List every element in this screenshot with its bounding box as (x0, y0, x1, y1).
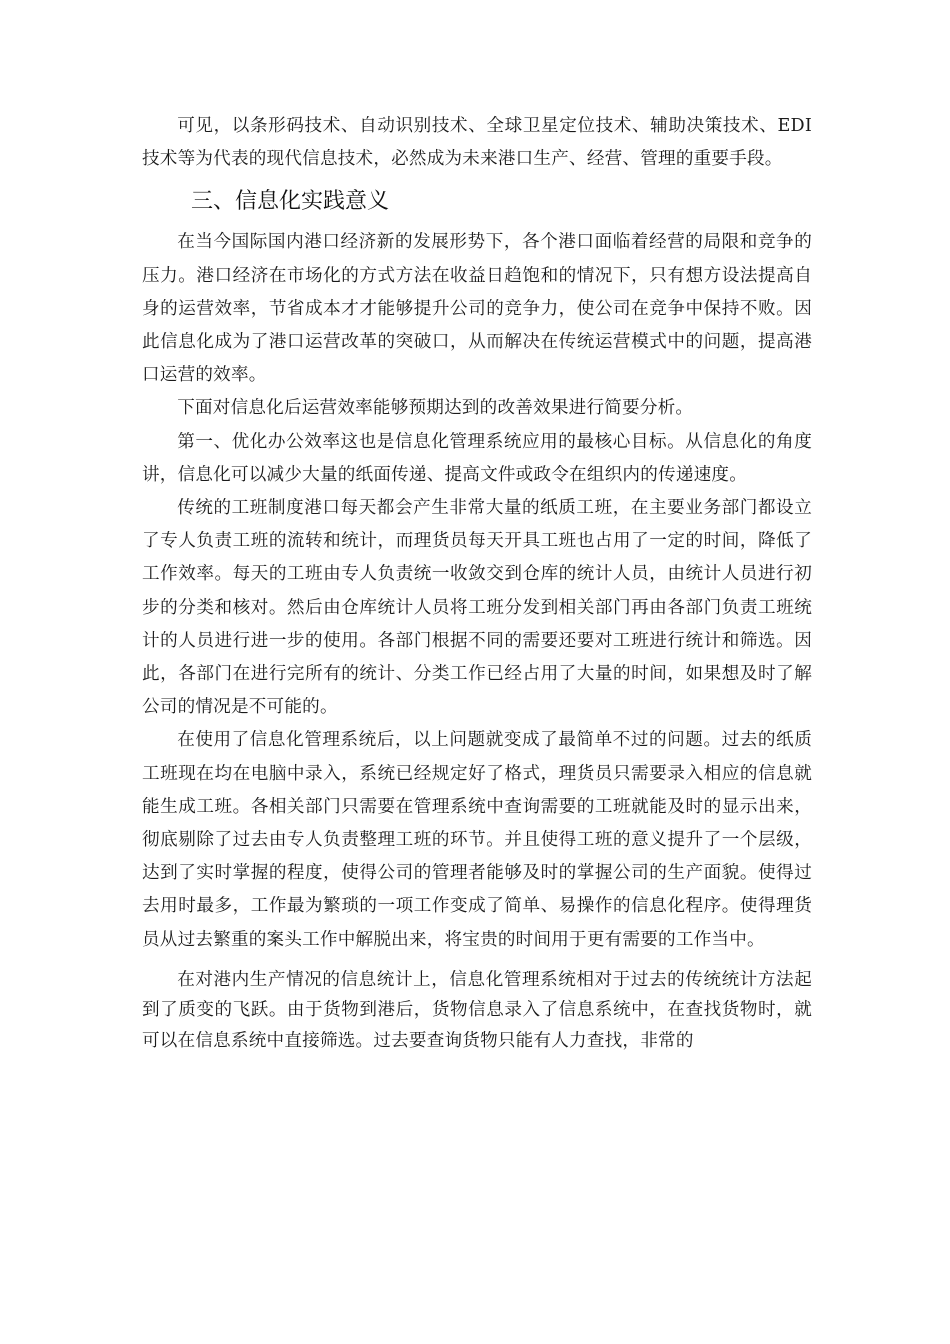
document-body (142, 110, 812, 1057)
paragraph-context: 在当今国际国内港口经济新的发展形势下，各个港口面临着经营的局限和竞争的压力。港口经济在市场化的方式方法在收益日趋饱和的情况下，只有想方设法提高自身的运营效率，节省成本才才能够提升公司的竞争力，使公司在竞争中保持不败。因此信息化成为了港口运营改革的突破口，从而解决在传统运营模式中的问题，提高港口运营的效率。 (142, 232, 812, 386)
section-heading: 三、信息化实践意义 (191, 189, 390, 215)
paragraph-spacer (142, 957, 812, 965)
paragraph-intro: 可见，以条形码技术、自动识别技术、全球卫星定位技术、辅助决策技术、EDI技术等为代表的现代信息技术，必然成为未来港口生产、经营、管理的重要手段。 (142, 116, 812, 170)
paragraph-analysis-intro: 下面对信息化后运营效率能够预期达到的改善效果进行简要分析。 (177, 398, 694, 419)
paragraph-traditional-workflow: 传统的工班制度港口每天都会产生非常大量的纸质工班，在主要业务部门都设立了专人负责工班的流转和统计，而理货员每天开具工班也占用了一定的时间，降低了工作效率。每天的工班由专人负责统一收敛交到仓库的统计人员，由统计人员进行初步的分类和核对。然后由仓库统计人员将工班分发到相关部门再由各部门负责工班统计的人员进行进一步的使用。各部门根据不同的需要还要对工班进行统计和筛选。因此，各部门在进行完所有的统计、分类工作已经占用了大量的时间，如果想及时了解公司的情况是不可能的。 (142, 498, 812, 718)
paragraph-point-one: 第一、优化办公效率这也是信息化管理系统应用的最核心目标。从信息化的角度讲，信息化可以减少大量的纸面传递、提高文件或政令在组织内的传递速度。 (142, 431, 812, 485)
paragraph-statistics: 在对港内生产情况的信息统计上，信息化管理系统相对于过去的传统统计方法起到了质变的飞跃。由于货物到港后，货物信息录入了信息系统中，在查找货物时，就可以在信息系统中直接筛选。过去要查询货物只能有人力查找，非常的 (142, 969, 812, 1052)
paragraph-after-system: 在使用了信息化管理系统后，以上问题就变成了最简单不过的问题。过去的纸质工班现在均在电脑中录入，系统已经规定好了格式，理货员只需要录入相应的信息就能生成工班。各相关部门只需要在管理系统中查询需要的工班就能及时的显示出来，彻底剔除了过去由专人负责整理工班的环节。并且使得工班的意义提升了一个层级，达到了实时掌握的程度，使得公司的管理者能够及时的掌握公司的生产面貌。使得过去用时最多，工作最为繁琐的一项工作变成了简单、易操作的信息化程序。使得理货员从过去繁重的案头工作中解脱出来，将宝贵的时间用于更有需要的工作当中。 (142, 730, 812, 950)
